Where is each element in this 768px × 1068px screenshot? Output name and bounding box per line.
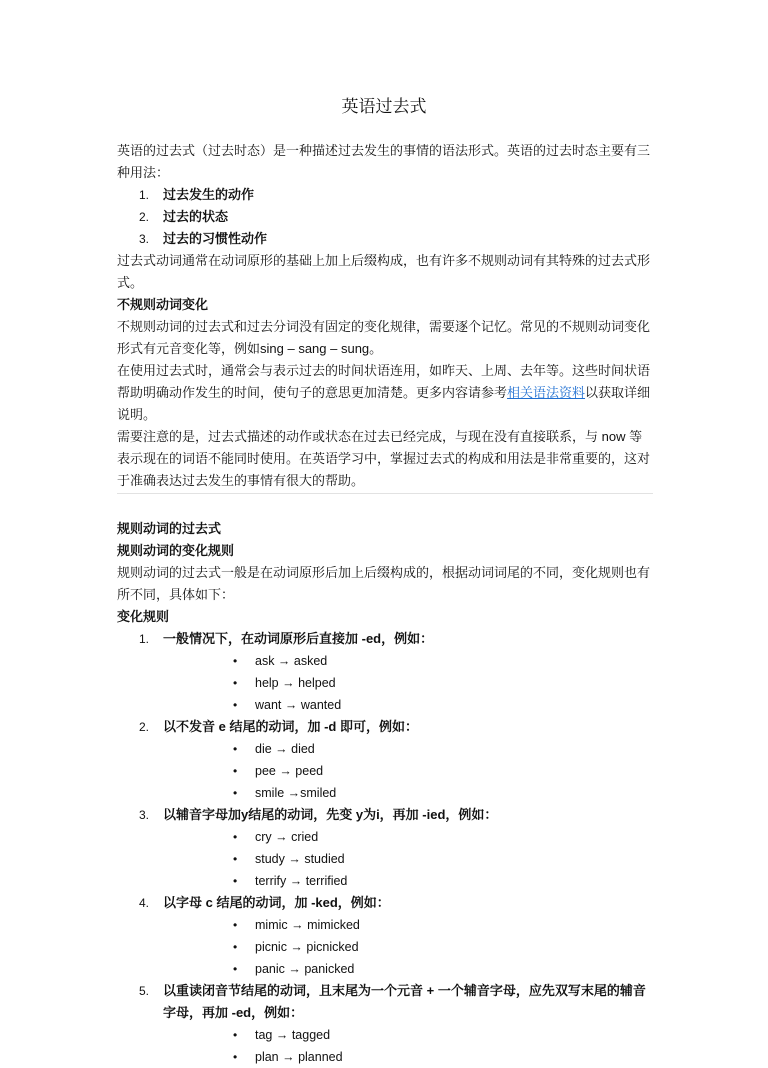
example-item	[163, 1046, 653, 1068]
example-text: help → helped	[255, 676, 336, 690]
example-text: ask → asked	[255, 654, 328, 668]
bullet-icon: •	[233, 786, 238, 800]
example-text: picnic → picnicked	[255, 940, 359, 954]
list-number: 5.	[139, 984, 150, 998]
bullet-icon: •	[233, 1050, 238, 1064]
rules-intro: 规则动词的过去式一般是在动词原形后加上后缀构成的，根据动词词尾的不同，变化规则也有所不同，具体如下：	[117, 565, 651, 602]
bullet-icon: •	[233, 676, 238, 690]
example-text: panic → panicked	[255, 962, 355, 976]
example-item	[163, 936, 653, 958]
rules-label: 变化规则	[117, 609, 170, 624]
paragraph-text: 语学习中，掌握过去式的构成和用法是非常重要的，这对于准确表达过去发生的事情有很大的帮助。	[117, 451, 651, 488]
paragraph	[117, 360, 653, 426]
intro-paragraph: 英语的过去式（过去时态）是一种描述过去发生的事情的语法形式。英语的过去时态主要有三种用法：	[117, 143, 651, 180]
paragraph	[117, 316, 653, 360]
example-item	[163, 958, 653, 980]
rules-list	[117, 628, 653, 1068]
example-item	[163, 914, 653, 936]
example-text: die → died	[255, 742, 315, 756]
example-text: terrify → terrified	[255, 874, 348, 888]
example-text: pee → peed	[255, 764, 324, 778]
example-item	[163, 870, 653, 892]
example-item	[163, 760, 653, 782]
rule-text: 以字母 c 结尾的动词，加 -ked，例如：	[163, 895, 390, 910]
list-item	[117, 184, 653, 206]
paragraph: 过去式动词通常在动词原形的基础上加上后缀构成，也有许多不规则动词有其特殊的过去式形式。	[117, 253, 651, 290]
list-number: 3.	[139, 232, 150, 246]
paragraph	[117, 426, 653, 492]
list-number: 2.	[139, 210, 150, 224]
rule-text: 以不发音 e 结尾的动词，加 -d 即可，例如：	[163, 719, 418, 734]
list-item	[117, 228, 653, 250]
rule-item	[117, 716, 653, 804]
example-item	[163, 694, 653, 716]
paragraph-text: 句子的意思更加清楚。更多内容请参考	[286, 385, 508, 400]
example-list	[163, 650, 653, 716]
bullet-icon: •	[233, 962, 238, 976]
example-item	[163, 650, 653, 672]
rule-item	[117, 980, 653, 1068]
list-number: 1.	[139, 188, 150, 202]
example-list	[163, 1024, 653, 1068]
rule-text: 一般情况下，在动词原形后直接加 -ed，例如：	[163, 631, 434, 646]
example-list	[163, 826, 653, 892]
bullet-icon: •	[233, 918, 238, 932]
reference-link[interactable]: 相关语法资料	[507, 385, 586, 400]
heading-irregular: 不规则动词变化	[117, 297, 209, 312]
rule-item	[117, 628, 653, 716]
list-item-text: 过去发生的动作	[163, 187, 255, 202]
example-item	[163, 672, 653, 694]
paragraph-text: 在使用过去式时，通常会与表示过去的时间状语连用，如昨天、上周、去年等。这些时间状语帮助明确动作发生的时间，使	[117, 363, 651, 400]
bullet-icon: •	[233, 852, 238, 866]
rule-text: 以辅音字母加y结尾的动词，先变 y为i，再加 -ied，例如：	[163, 807, 498, 822]
list-number: 1.	[139, 632, 150, 646]
example-text: mimic → mimicked	[255, 918, 360, 932]
list-number: 2.	[139, 720, 150, 734]
rule-item	[117, 804, 653, 892]
example-item	[163, 848, 653, 870]
bullet-icon: •	[233, 940, 238, 954]
list-number: 3.	[139, 808, 150, 822]
example-item	[163, 1024, 653, 1046]
bullet-icon: •	[233, 742, 238, 756]
list-item-text: 过去的状态	[163, 209, 229, 224]
bullet-icon: •	[233, 764, 238, 778]
divider	[117, 493, 653, 494]
example-text: smile →smiled	[255, 786, 337, 800]
bullet-icon: •	[233, 698, 238, 712]
example-item	[163, 826, 653, 848]
example-text: study → studied	[255, 852, 345, 866]
page-title: 英语过去式	[341, 97, 427, 116]
bullet-icon: •	[233, 654, 238, 668]
paragraph-text: 不规则动词的过去式和过去分词没有固定的变化规律，需要逐个记忆。常见的不规则动词变化形式有元音变化等，例如	[117, 319, 651, 356]
section-heading: 规则动词的过去式	[117, 521, 222, 536]
paragraph-text: 需要注意的是，过去式描述的动作或状态在过去已经完成，与现在没有直接联系，与 now 等表示现在的词语不能同时使用。在英	[117, 429, 643, 466]
example-item	[163, 782, 653, 804]
bullet-icon: •	[233, 830, 238, 844]
example-item	[163, 738, 653, 760]
example-list	[163, 914, 653, 980]
paragraph-text: 以获取详细说明。	[117, 385, 651, 422]
paragraph-text: sing – sang – sung。	[260, 341, 383, 356]
rule-item	[117, 892, 653, 980]
list-number: 4.	[139, 896, 150, 910]
bullet-icon: •	[233, 874, 238, 888]
uses-list	[117, 184, 653, 250]
sub-heading: 规则动词的变化规则	[117, 543, 235, 558]
example-text: plan → planned	[255, 1050, 343, 1064]
bullet-icon: •	[233, 1028, 238, 1042]
list-item	[117, 206, 653, 228]
example-text: want → wanted	[255, 698, 342, 712]
rule-text: 以重读闭音节结尾的动词，且末尾为一个元音 + 一个辅音字母，应先双写末尾的辅音字母，再加 -ed，例如：	[163, 983, 646, 1020]
list-item-text: 过去的习惯性动作	[163, 231, 268, 246]
document-body	[117, 140, 653, 1068]
example-list	[163, 738, 653, 804]
example-text: tag → tagged	[255, 1028, 331, 1042]
example-text: cry → cried	[255, 830, 319, 844]
